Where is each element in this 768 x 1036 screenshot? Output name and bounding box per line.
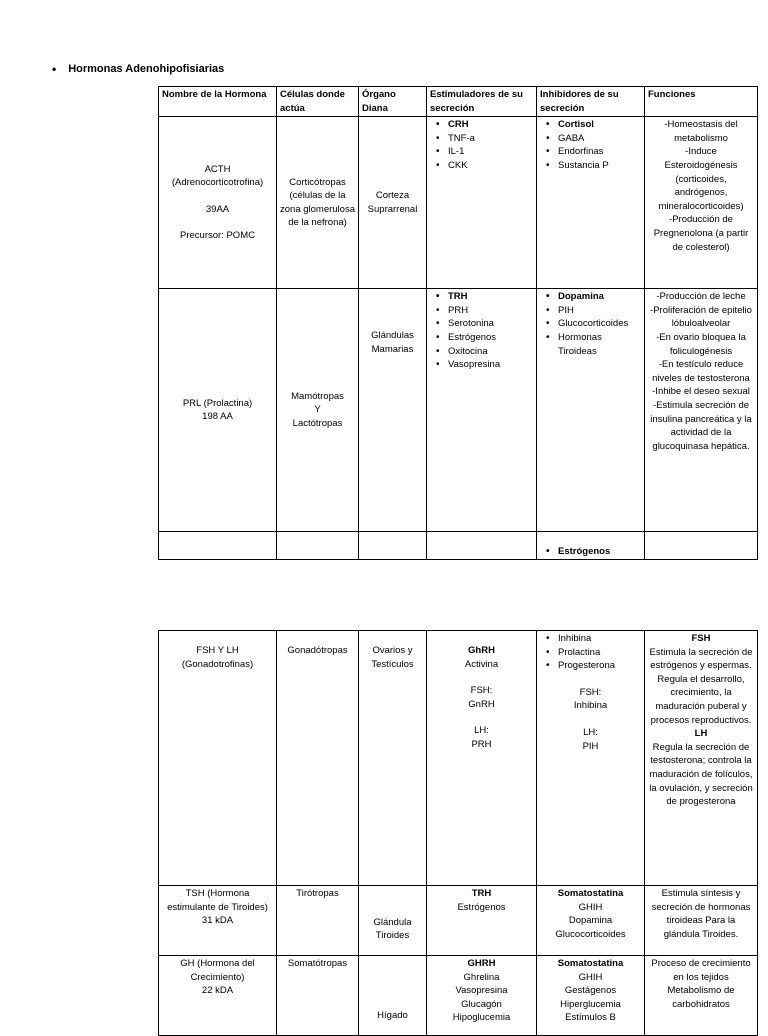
- tsh-cells: Tirótropas: [277, 886, 359, 956]
- table-row-prl: [159, 289, 758, 532]
- acth-precursor: Precursor: POMC: [180, 230, 255, 242]
- table-row-tsh: [159, 886, 758, 956]
- stimulator-item: • PRH: [448, 304, 533, 318]
- stimulator-item: Vasopresina: [455, 985, 508, 997]
- prl-name: PRL (Prolactina): [182, 397, 253, 409]
- hormones-table-1: [158, 86, 758, 560]
- stimulator-item: • Serotonina: [448, 317, 533, 331]
- prl-inhibitors: [537, 289, 645, 532]
- section-heading: [52, 62, 224, 76]
- col-header-inhibitors: Inhibidores de su secreción: [537, 87, 645, 117]
- prl-cell-joiner: Y: [314, 404, 321, 416]
- stimulator-fsh: GnRH: [468, 698, 495, 710]
- inhibitor-item: • Cortisol: [558, 118, 641, 132]
- inhibitor-item: GHIH: [578, 971, 603, 983]
- prl-cell-type: Mamótropas: [291, 390, 344, 402]
- inhibitor-item: • Sustancia P: [558, 159, 641, 173]
- tsh-stimulators: [427, 886, 537, 956]
- fsh-lh-inhibitors: [537, 631, 645, 886]
- inhibitor-item: GHIH: [578, 901, 603, 913]
- section-title: Hormonas Adenohipofisiarias: [68, 63, 225, 75]
- inhibitor-item: Dopamina: [568, 915, 613, 927]
- stimulator-item: Glucagón: [461, 998, 502, 1010]
- prl-size: 198 AA: [202, 411, 233, 423]
- stimulator-item: • IL-1: [448, 145, 533, 159]
- stimulator-fsh-label: FSH:: [470, 685, 493, 697]
- partial-inhibitors: [537, 532, 645, 560]
- stimulator-item: • TRH: [448, 290, 533, 304]
- prl-functions: [645, 289, 758, 532]
- stimulator-lh-label: LH:: [474, 725, 489, 737]
- inhibitor-item: • Inhibina: [558, 632, 641, 646]
- fsh-lh-functions: [645, 631, 758, 886]
- acth-stimulators: [427, 117, 537, 289]
- inhibitor-item: • GABA: [558, 132, 641, 146]
- gh-size: 22 kDA: [201, 985, 234, 997]
- stimulator-item: • Estrógenos: [448, 331, 533, 345]
- stimulator-item: • CRH: [448, 118, 533, 132]
- col-header-organ: Órgano Diana: [359, 87, 427, 117]
- stimulator-item: Activina: [464, 658, 499, 670]
- tsh-name-cell: [159, 886, 277, 956]
- inhibitor-main: Somatostatina: [557, 888, 624, 899]
- function-item: -Proliferación de epitelio lóbuloalveolar: [650, 304, 752, 330]
- prl-name-cell: [159, 289, 277, 532]
- stimulator-item: Hipoglucemia: [452, 1012, 511, 1024]
- inhibitor-item: • Dopamina: [558, 290, 641, 304]
- table-row-partial: [159, 532, 758, 560]
- gh-organ: Hígado: [359, 956, 427, 1036]
- inhibitor-main: Somatostatina: [557, 958, 624, 969]
- acth-cells: Corticótropas (células de la zona glomerulosa de la nefrona): [277, 117, 359, 289]
- empty-cell: [427, 532, 537, 560]
- function-title-lh: LH: [694, 728, 708, 740]
- acth-fullname: (Adrenocorticotrofina): [171, 177, 264, 189]
- acth-size: 39AA: [205, 203, 230, 215]
- inhibitor-item: • Progesterona: [558, 659, 641, 673]
- empty-cell: [159, 532, 277, 560]
- fsh-lh-cells: Gonadótropas: [277, 631, 359, 886]
- gh-cells: Somatótropas: [277, 956, 359, 1036]
- fsh-lh-name: FSH Y LH (Gonadotrofinas): [159, 631, 277, 886]
- function-item: -En ovario bloquea la foliculogénesis: [656, 331, 746, 357]
- col-header-functions: Funciones: [645, 87, 758, 117]
- stimulator-item: • Vasopresina: [448, 358, 533, 372]
- gh-name: GH (Hormona del Crecimiento): [180, 958, 255, 983]
- inhibitor-item: • Hormonas Tiroideas: [558, 331, 641, 358]
- inhibitor-lh-label: LH:: [583, 726, 598, 738]
- prl-cells: [277, 289, 359, 532]
- col-header-cells: Células donde actúa: [277, 87, 359, 117]
- table-header-row: [159, 87, 758, 117]
- inhibitor-item: • Estrógenos: [558, 545, 641, 559]
- acth-name: ACTH: [204, 163, 231, 175]
- prl-organ: Glándulas Mamarias: [359, 289, 427, 532]
- function-lh: Regula la secreción de testosterona; controla la maduración de folículos, la ovulación, y secreción de progesterona: [649, 741, 753, 808]
- function-title-fsh: FSH: [691, 633, 711, 644]
- inhibitor-item: Glucocorticoides: [555, 928, 626, 940]
- inhibitor-item: Estímulos B: [565, 1012, 616, 1024]
- function-item: -Producción de Pregnenolona (a partir de colesterol): [653, 214, 749, 253]
- inhibitor-fsh-label: FSH:: [579, 686, 602, 698]
- function-fsh: Estimula la secreción de estrógenos y espermas. Regula el desarrollo, crecimiento, la maduración puberal y procesos reproductivos.: [649, 646, 753, 726]
- stimulator-main: GHRH: [467, 958, 496, 969]
- function-item: -Induce Esteroidogénesis (corticoides, andrógenos, mineralocorticoides): [658, 146, 744, 212]
- inhibitor-item: Gestágenos: [564, 985, 617, 997]
- inhibitor-lh: PIH: [582, 740, 599, 752]
- function-item: -Estimula secreción de insulina pancreática y la actividad de la glucoquinasa hepática.: [650, 399, 752, 452]
- tsh-size: 31 kDA: [201, 915, 234, 927]
- stimulator-item: Estrógenos: [457, 901, 506, 913]
- function-item: -Homeostasis del metabolismo: [664, 119, 738, 144]
- tsh-name: TSH (Hormona estimulante de Tiroides): [167, 888, 268, 913]
- prl-stimulators: [427, 289, 537, 532]
- fsh-lh-organ: Ovarios y Testículos: [359, 631, 427, 886]
- stimulator-item: • Oxitocina: [448, 345, 533, 359]
- stimulator-item: • TNF-a: [448, 132, 533, 146]
- stimulator-main: GhRH: [468, 645, 495, 656]
- stimulator-item: • CKK: [448, 159, 533, 173]
- tsh-inhibitors: [537, 886, 645, 956]
- acth-name-cell: [159, 117, 277, 289]
- inhibitor-fsh: Inhibina: [573, 700, 608, 712]
- function-item: -Inhibe el deseo sexual: [652, 386, 750, 398]
- bullet-icon: •: [52, 62, 57, 76]
- acth-organ: Corteza Suprarrenal: [359, 117, 427, 289]
- inhibitor-item: • Prolactina: [558, 646, 641, 660]
- stimulator-lh: PRH: [471, 738, 492, 750]
- stimulator-main: TRH: [471, 888, 492, 899]
- prl-cell-type: Lactótropas: [292, 417, 343, 429]
- col-header-name: Nombre de la Hormona: [159, 87, 277, 117]
- empty-cell: [645, 532, 758, 560]
- col-header-stimulators: Estimuladores de su secreción: [427, 87, 537, 117]
- table-row-fsh-lh: [159, 631, 758, 886]
- table-row-acth: [159, 117, 758, 289]
- empty-cell: [359, 532, 427, 560]
- stimulator-item: Ghrelina: [463, 971, 500, 983]
- inhibitor-item: • PIH: [558, 304, 641, 318]
- inhibitor-item: Hiperglucemia: [560, 998, 621, 1010]
- inhibitor-item: • Glucocorticoides: [558, 317, 641, 331]
- empty-cell: [277, 532, 359, 560]
- tsh-functions: Estimula síntesis y secreción de hormonas tiroideas Para la glándula Tiroides.: [645, 886, 758, 956]
- hormones-table-2: [158, 630, 758, 1036]
- function-item: -Producción de leche: [656, 291, 746, 303]
- acth-functions: [645, 117, 758, 289]
- tsh-organ: Glándula Tiroides: [359, 886, 427, 956]
- inhibitor-item: • Endorfinas: [558, 145, 641, 159]
- gh-functions: Proceso de crecimiento en los tejidos Metabolismo de carbohidratos: [645, 956, 758, 1036]
- fsh-lh-stimulators: [427, 631, 537, 886]
- acth-inhibitors: [537, 117, 645, 289]
- function-item: -En testículo reduce niveles de testosterona: [652, 359, 750, 384]
